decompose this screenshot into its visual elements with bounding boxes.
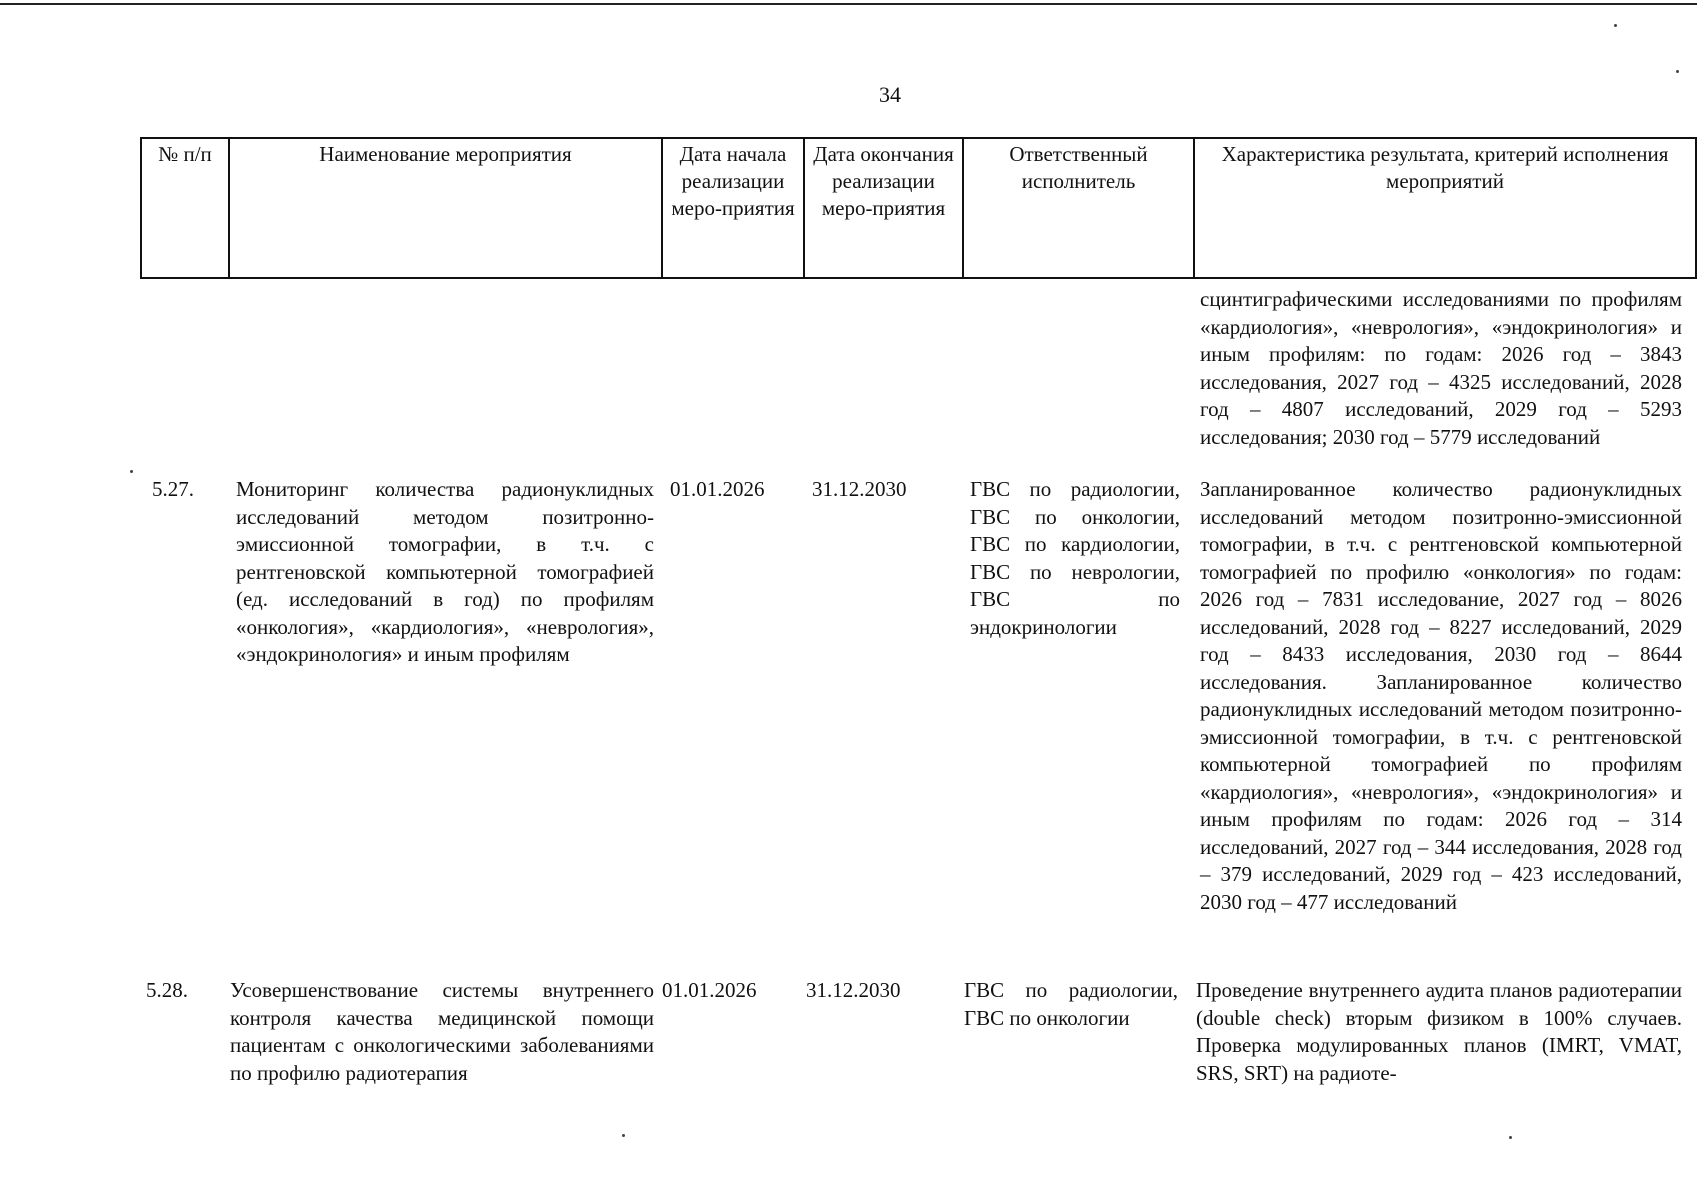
header-responsible: Ответственный исполнитель <box>963 138 1194 278</box>
row-event-name: Мониторинг количества радионуклидных исследований методом позитронно-эмиссионной томографии, в т.ч. с рентгеновской компьютерной томографией (ед. исследований в год) по профилям «онкология», «кардиология», «неврология», «эндокринология» и иным профилям <box>236 477 654 666</box>
scan-speck <box>1509 1136 1512 1139</box>
scan-speck <box>622 1134 625 1137</box>
row-result: Запланированное количество радионуклидных исследований методом позитронно-эмиссионной томографии, в т.ч. с рентгеновской компьютерной томографией по профилю «онкология» по годам: 2026 год – 7831 исследование, 2027 год – 8026 исследований, 2028 год – 8227 исследований, 2029 год – 8433 исследования, 2030 год – 8644 исследования. Запланированное количество радионуклидных исследований методом позитронно-эмиссионной томографии, в т.ч. с рентгеновской компьютерной томографией по профилям «кардиология», «неврология», «эндокринология» и иным профилям по годам: 2026 год – 314 исследований, 2027 год – 344 исследования, 2028 год – 379 исследований, 2029 год – 423 исследований, 2030 год – 477 исследований <box>1200 477 1682 914</box>
table-header <box>140 137 1697 279</box>
scan-speck <box>1676 70 1679 73</box>
header-result: Характеристика результата, критерий исполнения мероприятий <box>1194 138 1696 278</box>
row-end-date: 31.12.2030 <box>806 978 901 1002</box>
result-continuation: сцинтиграфическими исследованиями по профилям «кардиология», «неврология», «эндокринология» и иным профилям: по годам: 2026 год – 3843 исследования, 2027 год – 4325 исследований, 2028 год – 4807 исследований, 2029 год – 5293 исследования; 2030 год – 5779 исследований <box>1200 287 1682 449</box>
row-end-date: 31.12.2030 <box>812 477 907 501</box>
row-start-date: 01.01.2026 <box>662 978 757 1002</box>
row-responsible: ГВС по радиологии, ГВС по онкологии <box>964 978 1178 1030</box>
row-number: 5.27. <box>152 477 194 501</box>
header-event-name: Наименование мероприятия <box>229 138 662 278</box>
header-end-date: Дата окончания реализации меро-приятия <box>804 138 963 278</box>
row-event-name: Усовершенствование системы внутреннего контроля качества медицинской помощи пациентам с онкологическими заболеваниями по профилю радиотерапия <box>230 978 654 1085</box>
row-responsible: ГВС по радиологии, ГВС по онкологии, ГВС по кардиологии, ГВС по неврологии, ГВС по эндокринологии <box>970 477 1180 639</box>
header-start-date: Дата начала реализации меро-приятия <box>662 138 804 278</box>
scan-top-border <box>0 3 1697 5</box>
row-result: Проведение внутреннего аудита планов радиотерапии (double check) вторым физиком в 100% случаев. Проверка модулированных планов (IMRT, VMAT, SRS, SRT) на радиоте- <box>1196 978 1682 1085</box>
scan-speck <box>130 470 133 473</box>
row-start-date: 01.01.2026 <box>670 477 765 501</box>
scan-speck <box>1614 24 1617 27</box>
row-number: 5.28. <box>146 978 188 1002</box>
header-number: № п/п <box>141 138 229 278</box>
page-number: 34 <box>879 82 901 107</box>
